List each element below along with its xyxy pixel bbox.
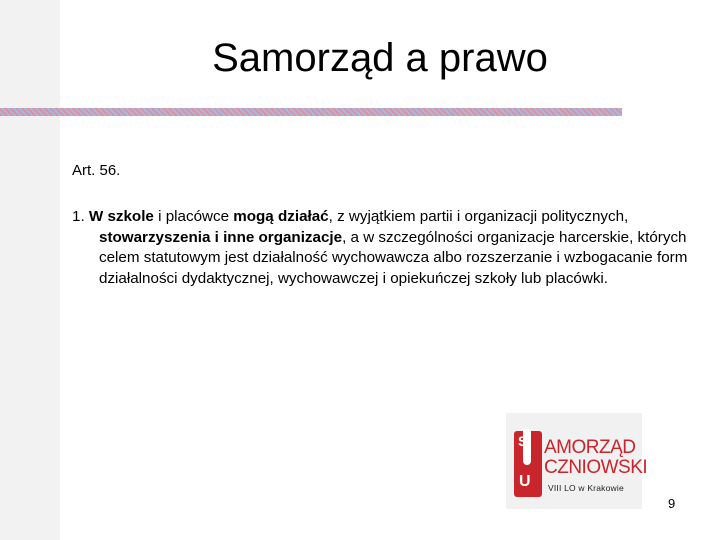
text-segment-1: i placówce (153, 208, 234, 225)
article-heading: Art. 56. (72, 162, 121, 179)
text-segment-2: , z wyjątkiem partii i organizacji politycznych, (328, 208, 629, 225)
slide-title: Samorząd a prawo (212, 36, 548, 80)
bold-phrase-2: mogą działać (233, 208, 329, 225)
logo-text-line1: AMORZĄD (544, 437, 636, 458)
paragraph-number: 1. (72, 208, 89, 225)
logo-mark-icon (514, 431, 542, 497)
bold-phrase-3: stowarzyszenia i inne organizacje (99, 228, 343, 246)
text-segment-3: , a w szczególności organizacje harcerskie, których celem statutowym jest działalność wychowawcza albo rozszerzanie i wzbogacanie form działalności dydaktycznej, wychowawczej i opiekuńczej szkoły lub placówki. (99, 228, 688, 287)
title-divider (0, 108, 622, 116)
school-council-logo (506, 413, 648, 509)
logo-mark-letter-s: S (518, 433, 528, 449)
logo-text-line3: VIII LO w Krakowie (548, 483, 624, 493)
bold-phrase-1: W szkole (88, 208, 154, 225)
article-paragraph (72, 207, 689, 289)
logo-text-line2: CZNIOWSKI (544, 457, 648, 478)
page-number: 9 (668, 496, 676, 511)
left-side-band (0, 0, 60, 540)
logo-mark-letter-u: U (519, 473, 531, 490)
